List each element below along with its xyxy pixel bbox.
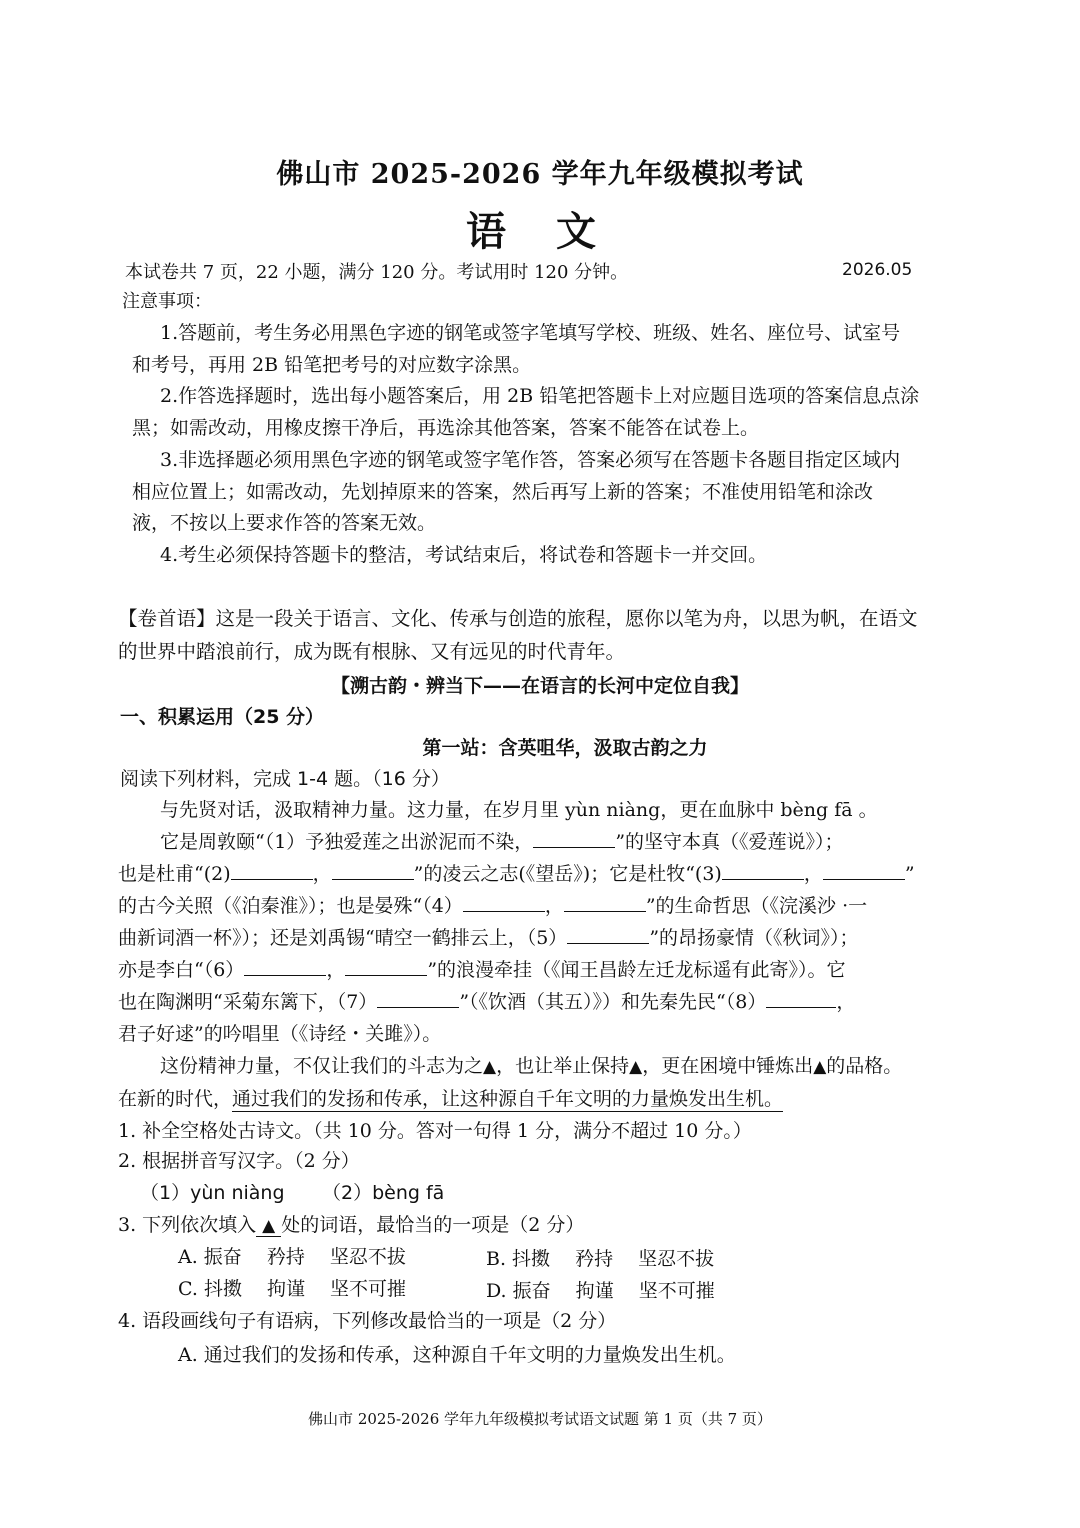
part-heading: 一、积累运用（25 分） — [120, 706, 325, 728]
passage-text: 它是周敦颐“（1）予独爱莲之出淤泥而不染， — [160, 831, 534, 853]
question-2-item-2: （2）bèng fā — [322, 1182, 445, 1204]
note-line: 和考号，再用 2B 铅笔把考号的对应数字涂黑。 — [132, 353, 532, 376]
answer-blank — [823, 861, 905, 880]
passage-text: 这份精神力量，不仅让我们的斗志为之 — [160, 1055, 484, 1077]
passage-text: ， — [312, 863, 332, 885]
preface-line-1: 【卷首语】这是一段关于语言、文化、传承与创造的旅程，愿你以笔为舟，以思为帆，在语文 — [118, 607, 918, 630]
note-line: 相应位置上；如需改动，先划掉原来的答案，然后再写上新的答案；不准使用铅笔和涂改 — [132, 480, 874, 503]
passage-line — [118, 794, 1010, 826]
exam-info: 本试卷共 7 页，22 小题，满分 120 分。考试用时 120 分钟。 — [125, 262, 629, 283]
reading-instruction: 阅读下列材料，完成 1-4 题。（16 分） — [120, 768, 450, 790]
answer-blank — [567, 925, 649, 944]
passage-text: ， — [544, 895, 564, 917]
passage-text: 在新的时代， — [118, 1088, 233, 1110]
passage-line — [118, 858, 1010, 890]
note-line: 4.考生必须保持答题卡的整洁，考试结束后，将试卷和答题卡一并交回。 — [160, 544, 768, 566]
passage-text: ， — [803, 863, 823, 885]
passage-text: 也是杜甫“(2) — [118, 863, 231, 885]
passage-text: 曲新词酒一杯》）；还是刘禹锡“晴空一鹤排云上，（5） — [118, 927, 568, 949]
exam-title: 佛山市 2025-2026 学年九年级模拟考试 — [276, 159, 804, 190]
option-3-b: B. 抖擞 矜持 坚忍不拔 — [486, 1248, 715, 1270]
option-3-d: D. 振奋 拘谨 坚不可摧 — [486, 1280, 715, 1302]
triangle-blank-icon: ▲ — [629, 1057, 643, 1077]
passage-line — [118, 954, 1010, 986]
passage-text: ”的凌云之志(《望岳》)；它是杜牧“(3) — [413, 863, 722, 885]
passage-text: ，也让举止保持 — [496, 1055, 630, 1077]
option-4-a: A. 通过我们的发扬和传承，这种源自千年文明的力量焕发出生机。 — [178, 1344, 736, 1366]
triangle-blank-icon: ▲ — [813, 1057, 827, 1077]
question-1: 1. 补全空格处古诗文。（共 10 分。答对一句得 1 分，满分不超过 10 分。） — [118, 1120, 752, 1142]
passage-line — [118, 1018, 1010, 1050]
note-line: 1.答题前，考生务必用黑色字迹的钢笔或签字笔填写学校、班级、姓名、座位号、试室号 — [160, 322, 901, 344]
answer-blank — [564, 893, 646, 912]
triangle-blank-icon: ▲ — [256, 1216, 281, 1237]
passage-text: ”的浪漫牵挂（《闻王昌龄左迁龙标遥有此寄》）。它 — [427, 959, 846, 981]
note-line: 液，不按以上要求作答的答案无效。 — [132, 512, 437, 534]
passage-text: ”的坚守本真（《爱莲说》）； — [615, 831, 844, 853]
station-heading: 第一站：含英咀华，汲取古韵之力 — [422, 737, 708, 759]
answer-blank — [463, 893, 545, 912]
answer-blank — [244, 957, 326, 976]
passage-text: 的古今关照（《泊秦淮》）；也是晏殊“（4） — [118, 895, 463, 917]
exam-date: 2026.05 — [842, 260, 913, 280]
answer-blank — [766, 989, 836, 1008]
passage-line — [118, 890, 1010, 922]
page-footer: 佛山市 2025-2026 学年九年级模拟考试语文试题 第 1 页（共 7 页） — [308, 1410, 772, 1428]
passage-text: 君子好逑”的吟唱里（《诗经・关雎》）。 — [118, 1023, 442, 1045]
answer-blank — [722, 861, 804, 880]
answer-blank — [231, 861, 313, 880]
note-item-3 — [132, 445, 1005, 540]
section-motto: 【溯古韵・辨当下——在语言的长河中定位自我】 — [330, 675, 749, 697]
preface-line-2: 的世界中踏浪前行，成为既有根脉、又有远见的时代青年。 — [118, 640, 626, 663]
note-item-2 — [132, 381, 1005, 444]
passage-text: ” — [904, 863, 915, 885]
underlined-sentence: 通过我们的发扬和传承，让这种源自千年文明的力量焕发出生机。 — [232, 1088, 784, 1110]
passage-line — [118, 922, 1010, 954]
answer-blank — [345, 957, 427, 976]
passage-text: ”（《饮酒（其五）》）和先秦先民“（8） — [459, 991, 767, 1013]
passage — [118, 794, 1010, 1115]
passage-text: ， — [326, 959, 346, 981]
note-line: 2.作答选择题时，选出每小题答案后，用 2B 铅笔把答题卡上对应题目选项的答案信息点涂 — [160, 385, 920, 407]
passage-text: ， — [836, 991, 856, 1013]
note-item-1 — [132, 318, 1005, 381]
question-text: 3. 下列依次填入 — [118, 1214, 257, 1236]
preface — [118, 602, 1008, 668]
option-3-c: C. 抖擞 拘谨 坚不可摧 — [178, 1278, 407, 1300]
question-3 — [118, 1210, 584, 1237]
question-2: 2. 根据拼音写汉字。（2 分） — [118, 1150, 360, 1172]
option-3-a: A. 振奋 矜持 坚忍不拔 — [178, 1246, 406, 1268]
notes-heading: 注意事项： — [122, 291, 212, 312]
passage-line — [118, 986, 1010, 1018]
question-4: 4. 语段画线句子有语病，下列修改最恰当的一项是（2 分） — [118, 1310, 617, 1332]
question-text: 处的词语，最恰当的一项是（2 分） — [281, 1214, 585, 1236]
passage-line — [118, 1050, 1010, 1083]
answer-blank — [332, 861, 414, 880]
passage-line — [118, 826, 1010, 858]
passage-text: 的品格。 — [826, 1055, 903, 1077]
passage-line — [118, 1083, 1010, 1115]
passage-text: ”的昂扬豪情（《秋词》）； — [649, 927, 859, 949]
note-item-4 — [160, 540, 1005, 572]
answer-blank — [377, 989, 459, 1008]
triangle-blank-icon: ▲ — [483, 1057, 497, 1077]
subject-title: 语 文 — [466, 208, 614, 255]
passage-text: 也在陶渊明“采菊东篱下，（7） — [118, 991, 378, 1013]
passage-text: 亦是李白“（6） — [118, 959, 245, 981]
note-line: 黑；如需改动，用橡皮擦干净后，再选涂其他答案，答案不能答在试卷上。 — [132, 416, 760, 439]
answer-blank — [533, 829, 615, 848]
question-2-item-1: （1）yùn niàng — [140, 1182, 285, 1204]
passage-text: 与先贤对话，汲取精神力量。这力量，在岁月里 yùn niàng，更在血脉中 bèng fā 。 — [160, 799, 878, 821]
note-line: 3.非选择题必须用黑色字迹的钢笔或签字笔作答，答案必须写在答题卡各题目指定区域内 — [160, 449, 901, 471]
passage-text: ，更在困境中锤炼出 — [642, 1055, 814, 1077]
passage-text: ”的生命哲思（《浣溪沙 ·一 — [645, 895, 868, 917]
